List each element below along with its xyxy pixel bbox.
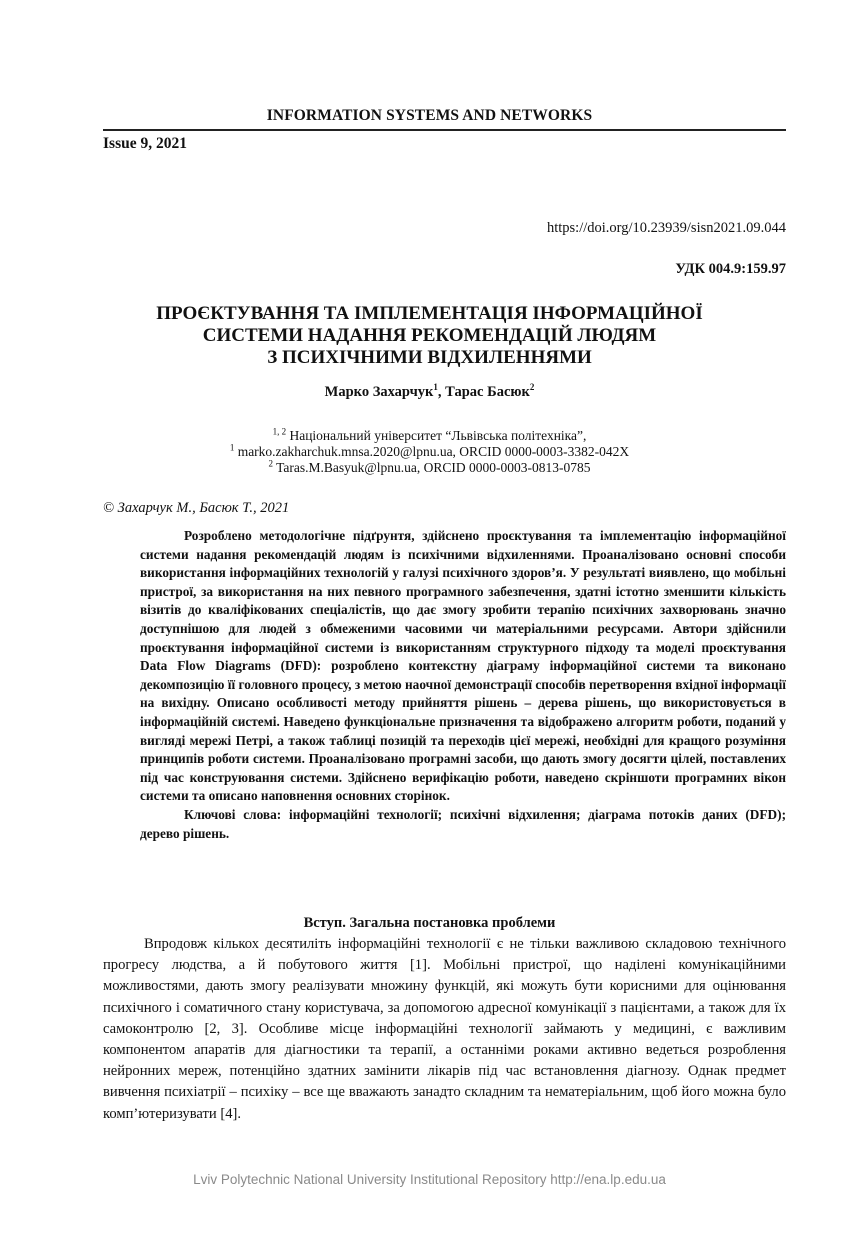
author-separator: ,	[437, 384, 446, 400]
affiliation-line	[0, 460, 859, 476]
author-affiliation-mark: 2	[529, 382, 535, 393]
author-email-orcid[interactable]: Taras.M.Basyuk@lpnu.ua, ORCID 0000-0003-0813-0785	[272, 460, 591, 475]
journal-title: INFORMATION SYSTEMS AND NETWORKS	[266, 107, 593, 124]
repository-footer[interactable]: Lviv Polytechnic National University Institutional Repository http://ena.lp.edu.ua	[193, 1172, 666, 1187]
udk-code: УДК 004.9:159.97	[675, 261, 786, 277]
affiliation-line	[0, 444, 859, 460]
author-email-orcid[interactable]: marko.zakharchuk.mnsa.2020@lpnu.ua, ORCID 0000-0003-3382-042X	[234, 444, 630, 459]
affiliation-mark: 1	[229, 442, 235, 453]
author-affiliation-mark: 1	[433, 382, 438, 393]
affiliation-line: $^{1, 2}$ Національний університет “Львівська політехніка”,	[272, 426, 587, 443]
section-heading: Вступ. Загальна постановка проблеми	[303, 915, 556, 931]
header-divider	[103, 129, 786, 131]
copyright-notice: © Захарчук М., Басюк Т., 2021	[103, 500, 290, 516]
section-body	[103, 934, 786, 1125]
title-line: ПРОЄКТУВАННЯ ТА ІМПЛЕМЕНТАЦІЯ ІНФОРМАЦІЙНОЇ	[156, 303, 703, 324]
affiliation-mark: 2	[268, 458, 273, 469]
issue-label: Issue 9, 2021	[103, 135, 187, 152]
body-paragraph: Впродовж кількох десятиліть інформаційні технології є не тільки важливою складовою технічного прогресу людства, а й побутового життя [1]. Мобільні пристрої, що наділені комунікаційними можливостями, дають змогу реалізувати множину функцій, які можуть бути корисними для оцінювання психічного і соматичного стану користувача, за допомогою адресної комунікації з пацієнтами, а також для їх самоконтролю [2, 3]. Особливе місце інформаційні технології займають у медицині, є важливим компонентом апаратів для діагностики та терапії, а останніми роками активно ведеться розроблення нейронних мереж, потенційно здатних замінити лікарів під час встановлення діагнозу. Однак предмет вивчення психіатрії – психіку – все ще вважають занадто складним та нематеріальним, щоб його можна було комп’ютеризувати [4].	[103, 936, 786, 1122]
affiliations	[0, 428, 859, 476]
keywords-label: Ключові слова:	[184, 806, 282, 822]
title-line: З ПСИХІЧНИМИ ВІДХИЛЕННЯМИ	[267, 347, 592, 368]
abstract	[140, 527, 786, 843]
abstract-text: Розроблено методологічне підґрунтя, здійснено проєктування та імплементацію інформаційної системи надання рекомендацій людям із психічними відхиленнями. Проаналізовано основні способи використання інформаційних технологій у галузі психічного здоров’я. У результаті виявлено, що мобільні пристрої, за використання на них певного програмного забезпечення, здатні істотно зменшити кількість візитів до кваліфікованих спеціалістів, що дає змогу зробити терапію психічних захворювань значно доступнішою для людей з обмеженими часовими чи матеріальними ресурсами. Автори здійснили проєктування інформаційної системи із використанням структурного підходу та моделі проєктування Data Flow Diagrams (DFD): розроблено контекстну діаграму інформаційної системи та виконано декомпозицію її головного процесу, з метою наочної демонстрації способів перетворення вхідної інформації на вихідну. Описано особливості методу прийняття рішень – дерева рішень, що використовується в інформаційній системі. Наведено функціональне призначення та відображено алгоритм роботи, поданий у вигляді мережі Петрі, а також таблиці позицій та переходів цієї мережі, необхідні для кращого розуміння принципів роботи системи. Проаналізовано програмні засоби, що дають змогу досягти цілей, поставлених під час конструювання системи. Здійснено верифікацію роботи, наведено скріншоти програмних вікон системи та описано наповнення основних сторінок.	[140, 528, 786, 804]
author-name: Марко Захарчук	[324, 384, 434, 400]
title-line: СИСТЕМИ НАДАННЯ РЕКОМЕНДАЦІЙ ЛЮДЯМ	[202, 325, 657, 346]
article-title	[0, 303, 859, 369]
keywords-list: інформаційні технології; психічні відхилення; діаграма потоків даних (DFD); дерево рішень.	[140, 806, 786, 841]
author-name: Тарас Басюк	[445, 384, 530, 400]
doi-link[interactable]: https://doi.org/10.23939/sisn2021.09.044	[546, 220, 786, 236]
keywords	[140, 806, 786, 843]
author-list	[0, 384, 859, 401]
affiliation-mark: 1, 2	[272, 426, 287, 437]
